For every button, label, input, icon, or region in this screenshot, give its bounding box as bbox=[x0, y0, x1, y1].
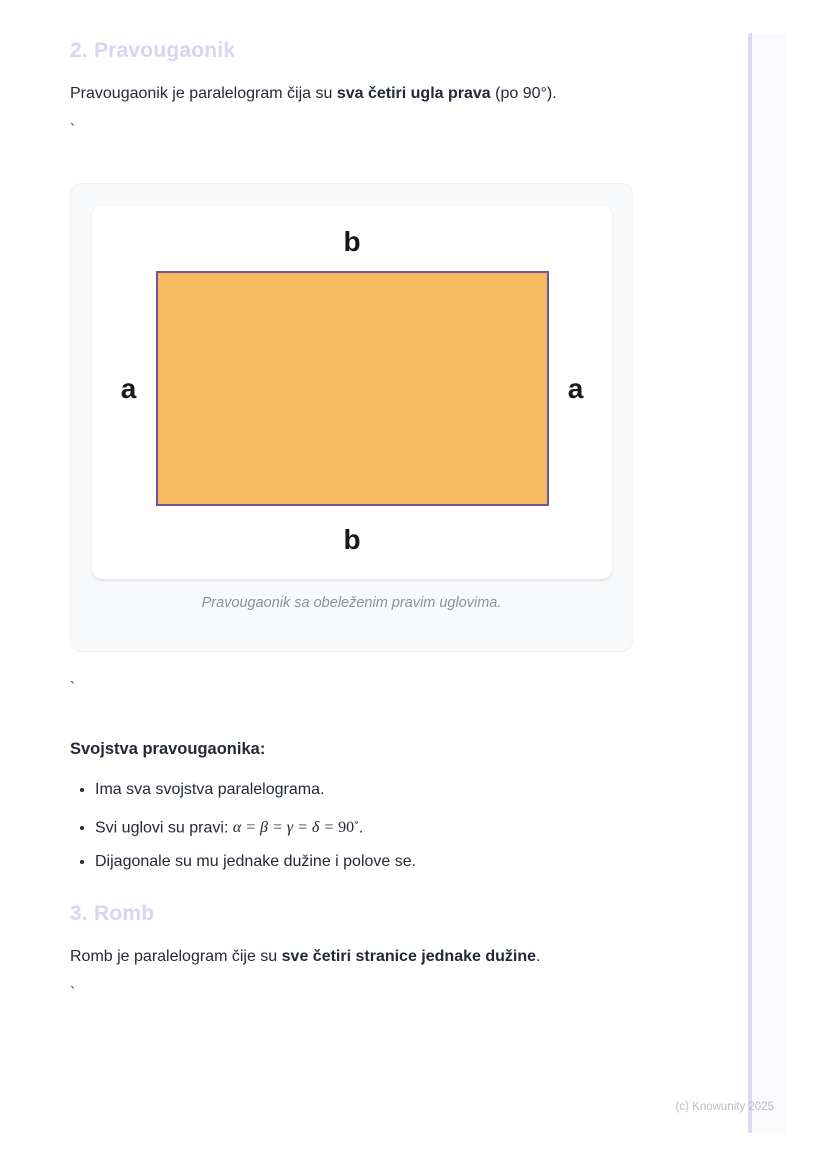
properties-title: Svojstva pravougaonika: bbox=[70, 740, 266, 758]
paragraph-text: . bbox=[536, 948, 541, 966]
section-heading-pravougaonik: 2. Pravougaonik bbox=[70, 39, 236, 62]
side-label-b-bottom: b bbox=[343, 524, 361, 555]
paragraph-pravougaonik-intro bbox=[70, 82, 633, 106]
property-item-text: Svi uglovi su pravi: bbox=[95, 819, 233, 837]
section-heading-romb: 3. Romb bbox=[70, 902, 155, 926]
side-label-b-top: b bbox=[343, 226, 361, 257]
paragraph-text: (po 90°). bbox=[490, 85, 557, 102]
side-label-a-left: a bbox=[120, 372, 137, 404]
property-item bbox=[95, 850, 633, 874]
figure-middle-row bbox=[114, 271, 591, 506]
property-item bbox=[95, 778, 633, 802]
document-content bbox=[0, 38, 828, 1003]
side-label-a-right: a bbox=[567, 372, 584, 404]
paragraph-bold-text: sve četiri stranice jednake dužine bbox=[281, 948, 536, 966]
math-number: 90 bbox=[338, 819, 355, 837]
property-item-text: Dijagonale su mu jednake dužine i polove se. bbox=[95, 853, 417, 871]
properties-list bbox=[70, 778, 633, 874]
math-greek-vars: α = β = γ = δ = bbox=[232, 819, 339, 837]
figure-canvas bbox=[92, 206, 612, 579]
property-item-text: . bbox=[358, 819, 364, 837]
figure-rectangle-card bbox=[70, 183, 633, 652]
paragraph-text: Pravougaonik je paralelogram čija su bbox=[70, 85, 337, 102]
stray-backtick: ` bbox=[70, 121, 75, 138]
paragraph-romb-intro bbox=[70, 945, 633, 969]
paragraph-bold-text: sva četiri ugla prava bbox=[336, 85, 491, 102]
math-expression bbox=[233, 819, 359, 836]
degree-mark: ∘ bbox=[354, 818, 359, 829]
property-item-text: Ima sva svojstva paralelograma. bbox=[95, 781, 325, 798]
stray-backtick: ` bbox=[70, 679, 75, 696]
copyright-footer: (c) Knowunity 2025 bbox=[675, 1101, 774, 1113]
paragraph-text: Romb je paralelogram čije su bbox=[70, 948, 282, 966]
stray-backtick: ` bbox=[70, 984, 75, 1002]
figure-caption: Pravougaonik sa obeleženim pravim uglovima. bbox=[201, 595, 502, 611]
rectangle-shape bbox=[156, 271, 549, 506]
property-item bbox=[95, 812, 633, 840]
